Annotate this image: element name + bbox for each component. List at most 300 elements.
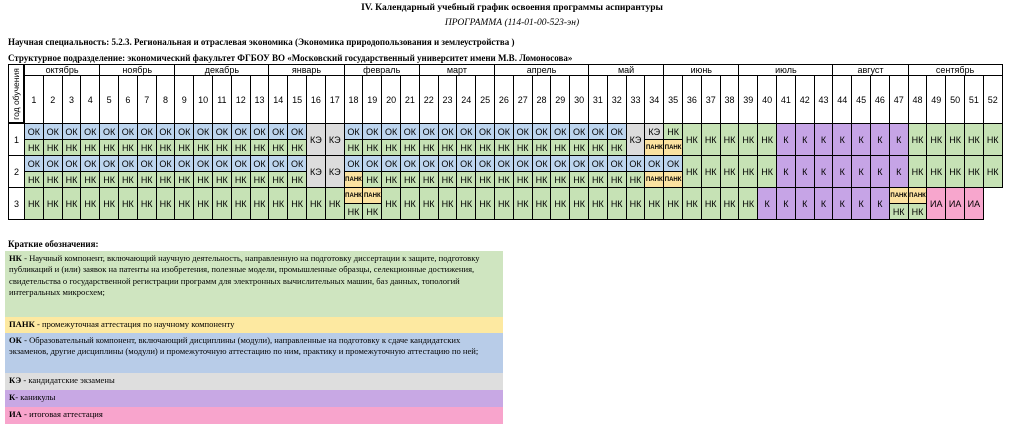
schedule-cell: ОК: [569, 123, 589, 140]
week-number-cell: 15: [287, 75, 307, 124]
schedule-cell: НК: [738, 123, 758, 156]
week-number-cell: 44: [832, 75, 852, 124]
schedule-cell: ОК: [550, 123, 570, 140]
legend-k-code: К: [9, 392, 16, 402]
schedule-cell: ОК: [400, 155, 420, 172]
schedule-cell: НК: [287, 187, 307, 220]
schedule-cell: ОК: [532, 123, 552, 140]
week-number-cell: 41: [776, 75, 796, 124]
schedule-cell: НК: [80, 171, 100, 188]
schedule-cell: НК: [362, 139, 382, 156]
schedule-cell: ОК: [438, 155, 458, 172]
schedule-cell: НК: [626, 187, 646, 220]
schedule-cell: НК: [174, 139, 194, 156]
schedule-cell: КЭ: [325, 123, 345, 156]
schedule-cell: НК: [682, 123, 702, 156]
schedule-cell: ОК: [362, 155, 382, 172]
schedule-cell: НК: [550, 171, 570, 188]
schedule-cell: НК: [400, 187, 420, 220]
schedule-cell: ОК: [588, 155, 608, 172]
schedule-cell: НК: [494, 187, 514, 220]
schedule-cell: НК: [964, 155, 984, 188]
schedule-cell: ОК: [362, 123, 382, 140]
schedule-cell: К: [776, 155, 796, 188]
schedule-cell: ОК: [569, 155, 589, 172]
schedule-cell: НК: [569, 139, 589, 156]
schedule-cell: ОК: [644, 155, 664, 172]
schedule-cell: К: [889, 155, 909, 188]
schedule-cell: К: [832, 155, 852, 188]
legend-k-text: каникулы: [20, 392, 56, 402]
week-number-cell: 35: [663, 75, 683, 124]
schedule-cell: НК: [99, 171, 119, 188]
schedule-cell: НК: [24, 139, 44, 156]
schedule-cell: ОК: [193, 123, 213, 140]
schedule-cell: НК: [494, 171, 514, 188]
schedule-cell: НК: [701, 123, 721, 156]
schedule-cell: НК: [757, 155, 777, 188]
schedule-cell: НК: [137, 139, 157, 156]
schedule-cell: К: [870, 155, 890, 188]
schedule-cell: К: [795, 187, 815, 220]
week-number-cell: 7: [137, 75, 157, 124]
week-number-cell: 49: [926, 75, 946, 124]
year-column-header: [8, 64, 24, 123]
week-number-cell: 43: [814, 75, 834, 124]
schedule-cell: НК: [250, 171, 270, 188]
schedule-cell: НК: [62, 171, 82, 188]
schedule-cell: ОК: [494, 155, 514, 172]
structural-unit: Структурное подразделение: экономический факультет ФГБОУ ВО «Московский государственный университет имени М.В. Ломоносова»: [8, 53, 573, 63]
schedule-cell: ОК: [381, 123, 401, 140]
schedule-cell: НК: [588, 171, 608, 188]
schedule-cell: НК: [212, 187, 232, 220]
week-number-cell: 11: [212, 75, 232, 124]
schedule-cell: НК: [550, 139, 570, 156]
schedule-cell: НК: [757, 123, 777, 156]
schedule-cell: НК: [701, 187, 721, 220]
schedule-cell: ОК: [663, 155, 683, 172]
schedule-cell: НК: [400, 171, 420, 188]
schedule-cell: ПАНК: [362, 187, 382, 204]
month-header-cell: декабрь: [174, 64, 269, 76]
schedule-cell: НК: [250, 187, 270, 220]
schedule-cell: ИА: [964, 187, 984, 220]
legend-ok-text: Образовательный компонент, включающий дисциплины (модули), направленные на подготовку к сдаче кандидатских экзаменов, другие дисциплины (модули) и промежуточную аттестацию по ним, практику и промежуточную аттестацию по ней;: [9, 335, 479, 357]
schedule-cell: НК: [607, 171, 627, 188]
legend-ia-code: ИА: [9, 409, 22, 419]
schedule-cell: НК: [137, 171, 157, 188]
week-number-cell: 12: [231, 75, 251, 124]
week-number-cell: 36: [682, 75, 702, 124]
schedule-cell: НК: [156, 139, 176, 156]
month-header-cell: февраль: [344, 64, 420, 76]
schedule-cell: ОК: [118, 155, 138, 172]
schedule-cell: ОК: [231, 155, 251, 172]
legend-ia: ИА - итоговая аттестация: [5, 407, 503, 424]
schedule-cell: ОК: [268, 123, 288, 140]
schedule-cell: НК: [889, 203, 909, 220]
schedule-cell: НК: [926, 123, 946, 156]
week-number-cell: 8: [156, 75, 176, 124]
week-number-cell: 37: [701, 75, 721, 124]
legend-ke-text: кандидатские экзамены: [28, 375, 115, 385]
schedule-cell: НК: [720, 123, 740, 156]
week-number-cell: 1: [24, 75, 44, 124]
schedule-cell: НК: [682, 187, 702, 220]
schedule-cell: НК: [945, 155, 965, 188]
schedule-cell: НК: [456, 171, 476, 188]
schedule-cell: НК: [682, 155, 702, 188]
week-number-cell: 21: [400, 75, 420, 124]
legend-k: К- каникулы: [5, 390, 503, 407]
schedule-cell: ОК: [250, 155, 270, 172]
schedule-cell: ОК: [174, 123, 194, 140]
week-number-cell: 26: [494, 75, 514, 124]
week-number-cell: 40: [757, 75, 777, 124]
week-number-cell: 38: [720, 75, 740, 124]
schedule-cell: К: [795, 123, 815, 156]
week-number-cell: 16: [306, 75, 326, 124]
schedule-cell: НК: [80, 139, 100, 156]
legend-ia-text: итоговая аттестация: [29, 409, 103, 419]
schedule-cell: НК: [212, 139, 232, 156]
legend-nk-text: Научный компонент, включающий научную деятельность, направленную на подготовку диссертации к защите, подготовку публикаций и (или) заявок на патенты на изобретения, полезные модели, промышленные образцы, селекционные достижения, свидетельства о государственной регистрации программ для электронных вычислительных машин, баз данных, топологий интегральных микросхем;: [9, 253, 480, 297]
week-number-cell: 51: [964, 75, 984, 124]
schedule-cell: К: [814, 123, 834, 156]
month-header-cell: март: [419, 64, 495, 76]
schedule-cell: ОК: [438, 123, 458, 140]
week-number-cell: 10: [193, 75, 213, 124]
schedule-cell: ОК: [174, 155, 194, 172]
schedule-cell: НК: [43, 187, 63, 220]
schedule-cell: НК: [438, 171, 458, 188]
week-number-cell: 30: [569, 75, 589, 124]
schedule-cell: НК: [137, 187, 157, 220]
schedule-cell: НК: [983, 123, 1003, 156]
schedule-cell: ОК: [99, 123, 119, 140]
schedule-cell: ОК: [607, 123, 627, 140]
schedule-cell: НК: [607, 139, 627, 156]
schedule-cell: К: [776, 187, 796, 220]
schedule-cell: НК: [644, 187, 664, 220]
schedule-cell: НК: [419, 187, 439, 220]
schedule-cell: НК: [381, 171, 401, 188]
scientific-specialty: Научная специальность: 5.2.3. Региональная и отраслевая экономика (Экономика природопользования и землеустройства ): [8, 37, 515, 47]
schedule-cell: НК: [569, 187, 589, 220]
schedule-cell: ОК: [532, 155, 552, 172]
schedule-cell: К: [832, 123, 852, 156]
schedule-cell: НК: [268, 171, 288, 188]
schedule-cell: КЭ: [626, 123, 646, 156]
schedule-cell: ОК: [381, 155, 401, 172]
year-label-cell: 2: [8, 155, 25, 188]
schedule-cell: НК: [513, 171, 533, 188]
schedule-cell: КЭ: [306, 155, 326, 188]
week-number-cell: 4: [80, 75, 100, 124]
legend-nk: НК - Научный компонент, включающий научную деятельность, направленную на подготовку диссертации к защите, подготовку публикаций и (или) заявок на патенты на изобретения, полезные модели, промышленные образцы, селекционные достижения, свидетельства о государственной регистрации программ для электронных вычислительных машин, баз данных, топологий интегральных микросхем;: [5, 251, 503, 317]
schedule-cell: НК: [964, 123, 984, 156]
week-number-cell: 48: [908, 75, 928, 124]
schedule-cell: ПАНК: [663, 171, 683, 188]
schedule-cell: НК: [983, 155, 1003, 188]
legend-title: Краткие обозначения:: [8, 239, 99, 249]
schedule-cell: ИА: [945, 187, 965, 220]
schedule-cell: К: [889, 123, 909, 156]
schedule-cell: НК: [381, 139, 401, 156]
week-number-cell: 32: [607, 75, 627, 124]
schedule-cell: ОК: [99, 155, 119, 172]
schedule-cell: ОК: [588, 123, 608, 140]
schedule-cell: ОК: [43, 123, 63, 140]
schedule-cell: НК: [532, 139, 552, 156]
schedule-cell: НК: [456, 187, 476, 220]
schedule-cell: НК: [118, 187, 138, 220]
schedule-cell: ОК: [62, 155, 82, 172]
legend-pank: ПАНК - промежуточная аттестация по научному компоненту: [5, 317, 503, 333]
schedule-cell: НК: [532, 187, 552, 220]
week-number-cell: 27: [513, 75, 533, 124]
schedule-cell: ОК: [456, 155, 476, 172]
week-number-cell: 13: [250, 75, 270, 124]
schedule-cell: ОК: [513, 123, 533, 140]
year-label-cell: 1: [8, 123, 25, 156]
schedule-cell: ОК: [513, 155, 533, 172]
schedule-cell: К: [851, 123, 871, 156]
schedule-cell: НК: [362, 203, 382, 220]
week-number-cell: 28: [532, 75, 552, 124]
schedule-cell: К: [776, 123, 796, 156]
schedule-cell: К: [814, 187, 834, 220]
week-number-cell: 9: [174, 75, 194, 124]
schedule-cell: НК: [475, 171, 495, 188]
year-column-header-text: год обучения: [11, 67, 21, 120]
schedule-cell: НК: [381, 187, 401, 220]
legend-nk-code: НК: [9, 253, 22, 263]
month-header-cell: июнь: [663, 64, 739, 76]
legend-ke: КЭ - кандидатские экзамены: [5, 373, 503, 390]
schedule-cell: НК: [475, 139, 495, 156]
schedule-cell: НК: [513, 187, 533, 220]
schedule-cell: ОК: [156, 155, 176, 172]
month-header-cell: апрель: [494, 64, 589, 76]
schedule-cell: НК: [362, 171, 382, 188]
schedule-cell: НК: [588, 139, 608, 156]
schedule-cell: ОК: [550, 155, 570, 172]
schedule-cell: НК: [212, 171, 232, 188]
schedule-cell: НК: [193, 139, 213, 156]
schedule-cell: НК: [62, 187, 82, 220]
schedule-cell: НК: [231, 171, 251, 188]
schedule-cell: ОК: [456, 123, 476, 140]
schedule-cell: ПАНК: [889, 187, 909, 204]
schedule-cell: НК: [268, 187, 288, 220]
schedule-cell: ОК: [80, 155, 100, 172]
schedule-cell: ОК: [475, 123, 495, 140]
schedule-cell: КЭ: [325, 155, 345, 188]
schedule-cell: ПАНК: [344, 187, 364, 204]
schedule-cell: НК: [156, 171, 176, 188]
week-number-cell: 46: [870, 75, 890, 124]
week-number-cell: 29: [550, 75, 570, 124]
schedule-cell: К: [814, 155, 834, 188]
schedule-cell: НК: [156, 187, 176, 220]
month-header-cell: сентябрь: [908, 64, 1003, 76]
schedule-cell: НК: [62, 139, 82, 156]
week-number-cell: 47: [889, 75, 909, 124]
schedule-cell: ПАНК: [344, 171, 364, 188]
week-number-cell: 6: [118, 75, 138, 124]
week-number-cell: 34: [644, 75, 664, 124]
schedule-cell: ОК: [156, 123, 176, 140]
schedule-cell: К: [757, 187, 777, 220]
schedule-cell: НК: [250, 139, 270, 156]
schedule-cell: ОК: [24, 155, 44, 172]
week-number-cell: 18: [344, 75, 364, 124]
schedule-cell: ОК: [419, 123, 439, 140]
schedule-cell: ОК: [344, 123, 364, 140]
schedule-cell: ОК: [43, 155, 63, 172]
schedule-cell: НК: [494, 139, 514, 156]
schedule-cell: НК: [344, 139, 364, 156]
week-number-cell: 14: [268, 75, 288, 124]
schedule-cell: НК: [550, 187, 570, 220]
schedule-cell: ОК: [626, 155, 646, 172]
month-header-cell: май: [588, 64, 664, 76]
schedule-cell: НК: [118, 139, 138, 156]
schedule-cell: ОК: [475, 155, 495, 172]
schedule-cell: ОК: [231, 123, 251, 140]
schedule-cell: НК: [174, 187, 194, 220]
schedule-cell: ОК: [400, 123, 420, 140]
schedule-cell: НК: [532, 171, 552, 188]
schedule-cell: ОК: [24, 123, 44, 140]
schedule-cell: НК: [43, 139, 63, 156]
schedule-cell: НК: [325, 187, 345, 220]
schedule-cell: ПАНК: [663, 139, 683, 156]
year-label-cell: 3: [8, 187, 25, 220]
week-number-cell: 2: [43, 75, 63, 124]
schedule-cell: НК: [588, 187, 608, 220]
schedule-cell: ОК: [62, 123, 82, 140]
month-header-cell: январь: [268, 64, 344, 76]
program-code: ПРОГРАММА (114-01-00-523-эн): [444, 18, 580, 28]
schedule-cell: НК: [626, 171, 646, 188]
schedule-cell: НК: [569, 171, 589, 188]
schedule-cell: НК: [908, 155, 928, 188]
schedule-cell: НК: [720, 187, 740, 220]
week-number-cell: 45: [851, 75, 871, 124]
week-number-cell: 22: [419, 75, 439, 124]
schedule-cell: ОК: [344, 155, 364, 172]
week-number-cell: 25: [475, 75, 495, 124]
schedule-cell: НК: [607, 187, 627, 220]
month-header-cell: ноябрь: [99, 64, 175, 76]
schedule-cell: НК: [231, 139, 251, 156]
schedule-cell: НК: [908, 203, 928, 220]
schedule-cell: ОК: [419, 155, 439, 172]
schedule-cell: НК: [231, 187, 251, 220]
week-number-cell: 23: [438, 75, 458, 124]
schedule-cell: ОК: [137, 123, 157, 140]
month-header-cell: октябрь: [24, 64, 100, 76]
schedule-cell: НК: [456, 139, 476, 156]
schedule-cell: КЭ: [306, 123, 326, 156]
week-number-cell: 33: [626, 75, 646, 124]
schedule-cell: НК: [174, 171, 194, 188]
week-number-cell: 19: [362, 75, 382, 124]
schedule-cell: ОК: [494, 123, 514, 140]
schedule-cell: НК: [663, 123, 683, 140]
schedule-cell: НК: [663, 187, 683, 220]
week-number-cell: 3: [62, 75, 82, 124]
schedule-cell: НК: [118, 171, 138, 188]
schedule-cell: КЭ: [644, 123, 664, 140]
week-number-cell: 17: [325, 75, 345, 124]
legend-ok-code: ОК: [9, 335, 22, 345]
schedule-cell: НК: [513, 139, 533, 156]
schedule-cell: К: [870, 123, 890, 156]
schedule-cell: НК: [193, 187, 213, 220]
schedule-cell: НК: [287, 171, 307, 188]
week-number-cell: 39: [738, 75, 758, 124]
schedule-cell: К: [870, 187, 890, 220]
schedule-cell: ОК: [137, 155, 157, 172]
schedule-cell: НК: [926, 155, 946, 188]
schedule-cell: ОК: [607, 155, 627, 172]
schedule-cell: ОК: [118, 123, 138, 140]
schedule-cell: ПАНК: [908, 187, 928, 204]
schedule-cell: НК: [720, 155, 740, 188]
schedule-cell: НК: [99, 187, 119, 220]
week-number-cell: 24: [456, 75, 476, 124]
schedule-cell: НК: [99, 139, 119, 156]
schedule-cell: НК: [738, 187, 758, 220]
week-number-cell: 20: [381, 75, 401, 124]
schedule-cell: ОК: [268, 155, 288, 172]
schedule-cell: НК: [268, 139, 288, 156]
schedule-cell: НК: [344, 203, 364, 220]
legend-ok: ОК - Образовательный компонент, включающий дисциплины (модули), направленные на подготовку к сдаче кандидатских экзаменов, другие дисциплины (модули) и промежуточную аттестацию по ним, практику и промежуточную аттестацию по ней;: [5, 333, 503, 373]
schedule-cell: ОК: [212, 123, 232, 140]
week-number-cell: 31: [588, 75, 608, 124]
schedule-cell: ПАНК: [644, 139, 664, 156]
schedule-cell: ОК: [287, 123, 307, 140]
schedule-cell: НК: [419, 139, 439, 156]
schedule-cell: НК: [24, 171, 44, 188]
month-header-cell: июль: [738, 64, 833, 76]
schedule-cell: ОК: [193, 155, 213, 172]
schedule-cell: НК: [475, 187, 495, 220]
schedule-cell: К: [851, 155, 871, 188]
schedule-cell: ОК: [212, 155, 232, 172]
legend-ke-code: КЭ: [9, 375, 22, 385]
schedule-cell: НК: [701, 155, 721, 188]
schedule-cell: ОК: [287, 155, 307, 172]
page-title: IV. Календарный учебный график освоения программы аспирантуры: [361, 3, 663, 13]
schedule-cell: ОК: [250, 123, 270, 140]
schedule-cell: ИА: [926, 187, 946, 220]
schedule-cell: НК: [908, 123, 928, 156]
schedule-cell: НК: [438, 139, 458, 156]
month-header-cell: август: [832, 64, 908, 76]
schedule-cell: НК: [193, 171, 213, 188]
week-number-cell: 52: [983, 75, 1003, 124]
legend-pank-code: ПАНК: [9, 319, 35, 329]
schedule-cell: К: [851, 187, 871, 220]
schedule-cell: НК: [945, 123, 965, 156]
schedule-cell: НК: [24, 187, 44, 220]
